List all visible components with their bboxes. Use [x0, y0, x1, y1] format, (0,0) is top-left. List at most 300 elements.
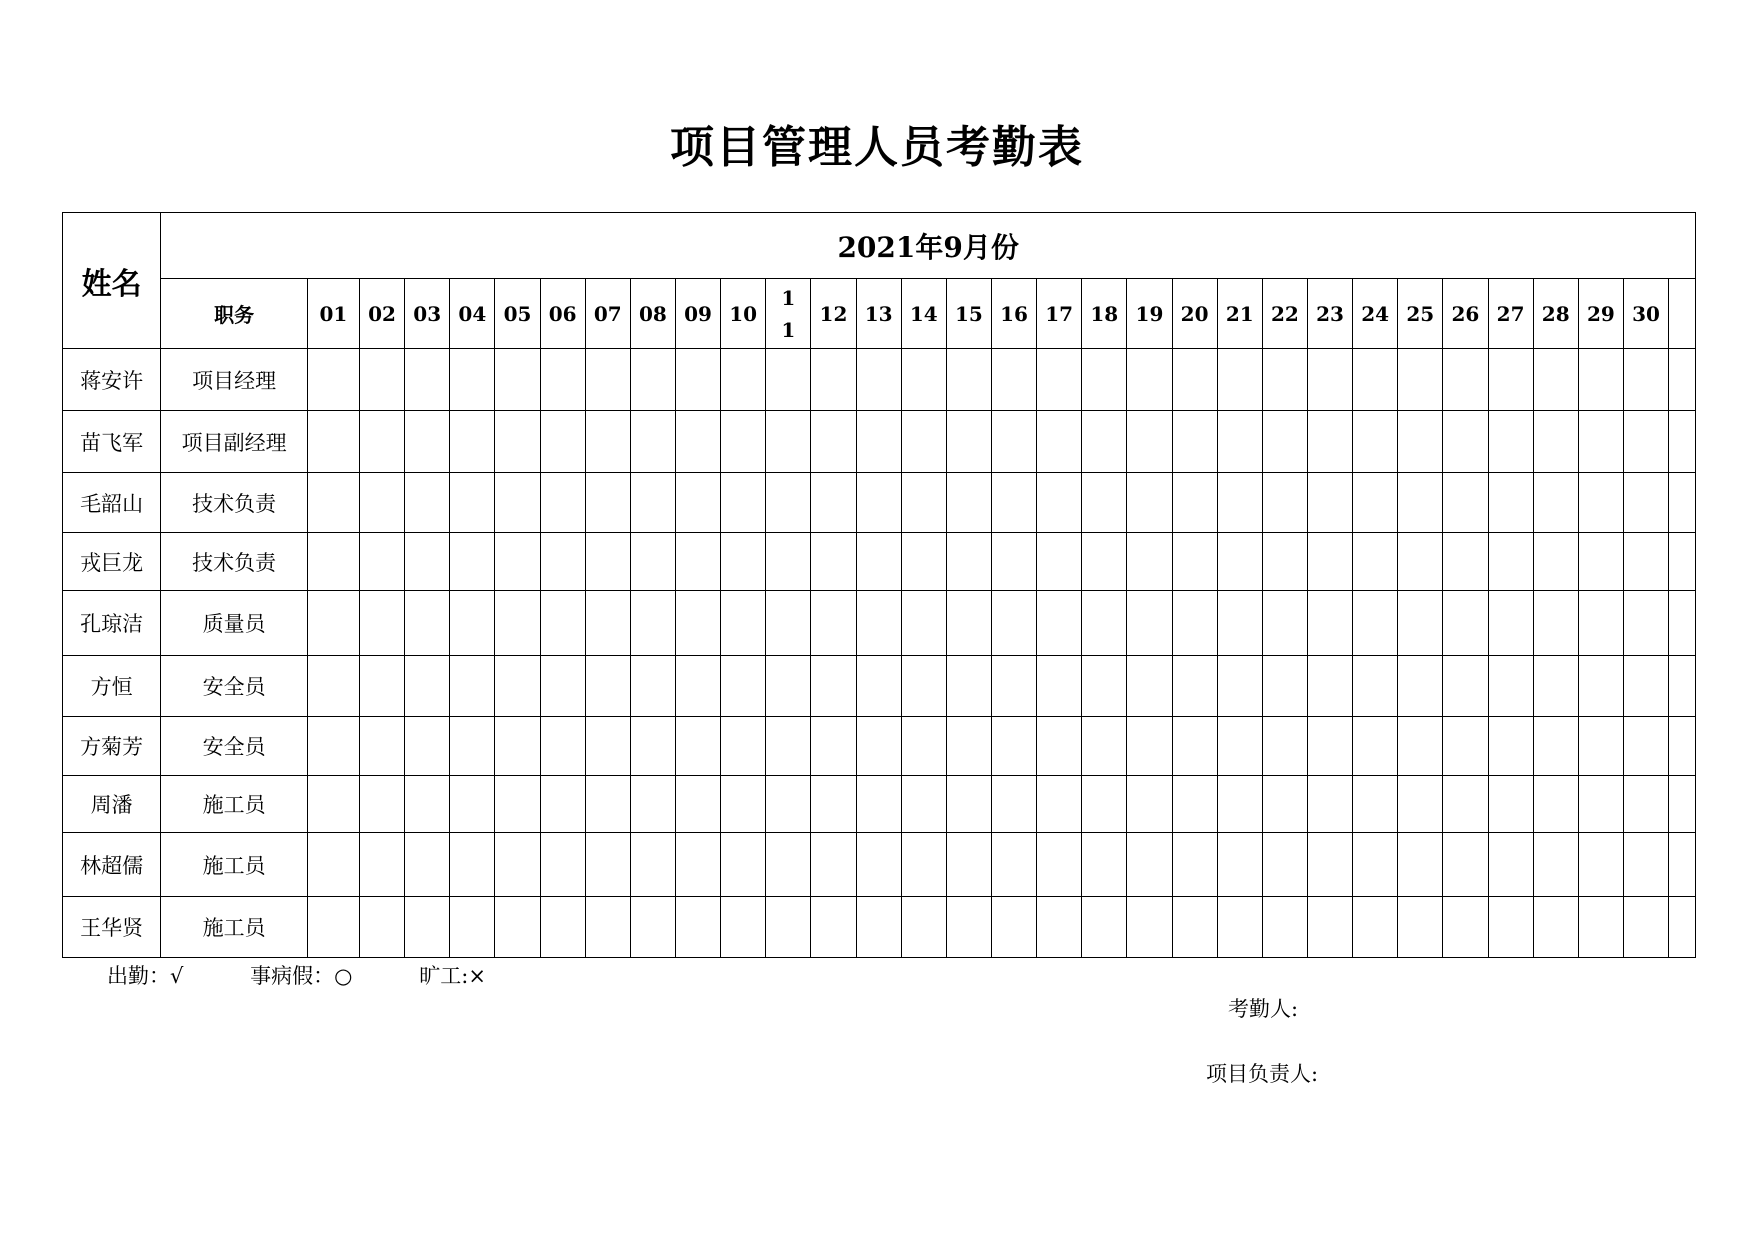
attendance-cell[interactable]: [811, 349, 856, 411]
attendance-cell[interactable]: [540, 897, 585, 958]
attendance-cell[interactable]: [1217, 533, 1262, 591]
attendance-cell[interactable]: [1533, 533, 1578, 591]
attendance-cell[interactable]: [1533, 897, 1578, 958]
attendance-cell[interactable]: [1307, 411, 1352, 473]
attendance-cell[interactable]: [495, 411, 540, 473]
attendance-cell[interactable]: [1533, 833, 1578, 897]
attendance-cell[interactable]: [946, 833, 991, 897]
attendance-cell[interactable]: [307, 776, 359, 833]
attendance-cell[interactable]: [360, 411, 405, 473]
attendance-cell[interactable]: [1037, 897, 1082, 958]
attendance-cell[interactable]: [991, 656, 1036, 717]
attendance-cell[interactable]: [1037, 349, 1082, 411]
attendance-cell[interactable]: [1398, 833, 1443, 897]
attendance-cell[interactable]: [721, 591, 766, 656]
attendance-cell[interactable]: [585, 533, 630, 591]
attendance-cell[interactable]: [856, 717, 901, 776]
attendance-cell[interactable]: [1533, 717, 1578, 776]
attendance-cell[interactable]: [811, 533, 856, 591]
attendance-cell[interactable]: [585, 776, 630, 833]
attendance-cell[interactable]: [360, 833, 405, 897]
attendance-cell[interactable]: [721, 776, 766, 833]
attendance-cell[interactable]: [360, 473, 405, 533]
attendance-cell[interactable]: [1307, 591, 1352, 656]
attendance-cell[interactable]: [1127, 897, 1172, 958]
attendance-cell[interactable]: [360, 776, 405, 833]
attendance-cell[interactable]: [1623, 776, 1668, 833]
attendance-cell[interactable]: [1443, 411, 1488, 473]
attendance-cell[interactable]: [1353, 349, 1398, 411]
attendance-cell[interactable]: [766, 591, 811, 656]
attendance-cell[interactable]: [1623, 473, 1668, 533]
attendance-cell[interactable]: [901, 349, 946, 411]
attendance-cell[interactable]: [1443, 897, 1488, 958]
attendance-cell[interactable]: [1172, 897, 1217, 958]
attendance-cell[interactable]: [307, 897, 359, 958]
attendance-cell[interactable]: [307, 591, 359, 656]
attendance-cell[interactable]: [766, 656, 811, 717]
attendance-cell[interactable]: [1172, 591, 1217, 656]
attendance-cell[interactable]: [1307, 833, 1352, 897]
attendance-cell[interactable]: [1533, 349, 1578, 411]
attendance-cell[interactable]: [1488, 473, 1533, 533]
attendance-cell[interactable]: [946, 897, 991, 958]
attendance-cell[interactable]: [1623, 411, 1668, 473]
attendance-cell[interactable]: [721, 656, 766, 717]
attendance-cell[interactable]: [307, 349, 359, 411]
attendance-cell[interactable]: [585, 833, 630, 897]
attendance-cell[interactable]: [991, 776, 1036, 833]
attendance-cell[interactable]: [360, 717, 405, 776]
attendance-cell[interactable]: [1082, 349, 1127, 411]
attendance-cell[interactable]: [721, 833, 766, 897]
attendance-cell[interactable]: [1669, 411, 1696, 473]
attendance-cell[interactable]: [856, 473, 901, 533]
attendance-cell[interactable]: [991, 411, 1036, 473]
attendance-cell[interactable]: [360, 656, 405, 717]
attendance-cell[interactable]: [856, 656, 901, 717]
attendance-cell[interactable]: [1353, 656, 1398, 717]
attendance-cell[interactable]: [1488, 411, 1533, 473]
attendance-cell[interactable]: [1443, 349, 1488, 411]
attendance-cell[interactable]: [1443, 591, 1488, 656]
attendance-cell[interactable]: [1082, 897, 1127, 958]
attendance-cell[interactable]: [1127, 533, 1172, 591]
attendance-cell[interactable]: [811, 411, 856, 473]
attendance-cell[interactable]: [1669, 473, 1696, 533]
attendance-cell[interactable]: [1488, 717, 1533, 776]
attendance-cell[interactable]: [1217, 473, 1262, 533]
attendance-cell[interactable]: [360, 349, 405, 411]
attendance-cell[interactable]: [1172, 411, 1217, 473]
attendance-cell[interactable]: [360, 533, 405, 591]
attendance-cell[interactable]: [1307, 656, 1352, 717]
attendance-cell[interactable]: [1398, 897, 1443, 958]
attendance-cell[interactable]: [901, 533, 946, 591]
attendance-cell[interactable]: [1217, 897, 1262, 958]
attendance-cell[interactable]: [540, 776, 585, 833]
attendance-cell[interactable]: [1488, 897, 1533, 958]
attendance-cell[interactable]: [1353, 833, 1398, 897]
attendance-cell[interactable]: [721, 717, 766, 776]
attendance-cell[interactable]: [811, 776, 856, 833]
attendance-cell[interactable]: [450, 349, 495, 411]
attendance-cell[interactable]: [766, 349, 811, 411]
attendance-cell[interactable]: [1669, 349, 1696, 411]
attendance-cell[interactable]: [540, 656, 585, 717]
attendance-cell[interactable]: [1578, 533, 1623, 591]
attendance-cell[interactable]: [360, 591, 405, 656]
attendance-cell[interactable]: [307, 533, 359, 591]
attendance-cell[interactable]: [1353, 591, 1398, 656]
attendance-cell[interactable]: [766, 473, 811, 533]
attendance-cell[interactable]: [946, 473, 991, 533]
attendance-cell[interactable]: [1037, 717, 1082, 776]
attendance-cell[interactable]: [901, 411, 946, 473]
attendance-cell[interactable]: [1398, 656, 1443, 717]
attendance-cell[interactable]: [811, 833, 856, 897]
attendance-cell[interactable]: [856, 776, 901, 833]
attendance-cell[interactable]: [1217, 656, 1262, 717]
attendance-cell[interactable]: [1262, 533, 1307, 591]
attendance-cell[interactable]: [1127, 473, 1172, 533]
attendance-cell[interactable]: [1353, 411, 1398, 473]
attendance-cell[interactable]: [766, 411, 811, 473]
attendance-cell[interactable]: [1127, 591, 1172, 656]
attendance-cell[interactable]: [307, 411, 359, 473]
attendance-cell[interactable]: [811, 473, 856, 533]
attendance-cell[interactable]: [1578, 656, 1623, 717]
attendance-cell[interactable]: [766, 833, 811, 897]
attendance-cell[interactable]: [1082, 717, 1127, 776]
attendance-cell[interactable]: [1623, 656, 1668, 717]
attendance-cell[interactable]: [991, 473, 1036, 533]
attendance-cell[interactable]: [766, 776, 811, 833]
attendance-cell[interactable]: [766, 533, 811, 591]
attendance-cell[interactable]: [1578, 717, 1623, 776]
attendance-cell[interactable]: [495, 473, 540, 533]
attendance-cell[interactable]: [405, 717, 450, 776]
attendance-cell[interactable]: [585, 473, 630, 533]
attendance-cell[interactable]: [405, 833, 450, 897]
attendance-cell[interactable]: [766, 897, 811, 958]
attendance-cell[interactable]: [585, 349, 630, 411]
attendance-cell[interactable]: [1398, 411, 1443, 473]
attendance-cell[interactable]: [495, 717, 540, 776]
attendance-cell[interactable]: [1398, 349, 1443, 411]
attendance-cell[interactable]: [675, 533, 720, 591]
attendance-cell[interactable]: [675, 473, 720, 533]
attendance-cell[interactable]: [495, 591, 540, 656]
attendance-cell[interactable]: [1172, 776, 1217, 833]
attendance-cell[interactable]: [495, 833, 540, 897]
attendance-cell[interactable]: [630, 656, 675, 717]
attendance-cell[interactable]: [307, 473, 359, 533]
attendance-cell[interactable]: [1082, 656, 1127, 717]
attendance-cell[interactable]: [901, 776, 946, 833]
attendance-cell[interactable]: [1533, 473, 1578, 533]
attendance-cell[interactable]: [540, 349, 585, 411]
attendance-cell[interactable]: [675, 591, 720, 656]
attendance-cell[interactable]: [630, 473, 675, 533]
attendance-cell[interactable]: [901, 591, 946, 656]
attendance-cell[interactable]: [1217, 776, 1262, 833]
attendance-cell[interactable]: [1578, 897, 1623, 958]
attendance-cell[interactable]: [1669, 897, 1696, 958]
attendance-cell[interactable]: [721, 897, 766, 958]
attendance-cell[interactable]: [1533, 591, 1578, 656]
attendance-cell[interactable]: [1353, 897, 1398, 958]
attendance-cell[interactable]: [1353, 473, 1398, 533]
attendance-cell[interactable]: [495, 533, 540, 591]
attendance-cell[interactable]: [1127, 833, 1172, 897]
attendance-cell[interactable]: [1172, 717, 1217, 776]
attendance-cell[interactable]: [675, 833, 720, 897]
attendance-cell[interactable]: [1127, 349, 1172, 411]
attendance-cell[interactable]: [630, 897, 675, 958]
attendance-cell[interactable]: [1669, 591, 1696, 656]
attendance-cell[interactable]: [1262, 411, 1307, 473]
attendance-cell[interactable]: [1533, 656, 1578, 717]
attendance-cell[interactable]: [856, 411, 901, 473]
attendance-cell[interactable]: [540, 533, 585, 591]
attendance-cell[interactable]: [856, 897, 901, 958]
attendance-cell[interactable]: [1037, 411, 1082, 473]
attendance-cell[interactable]: [405, 656, 450, 717]
attendance-cell[interactable]: [405, 897, 450, 958]
attendance-cell[interactable]: [405, 591, 450, 656]
attendance-cell[interactable]: [1669, 717, 1696, 776]
attendance-cell[interactable]: [1533, 776, 1578, 833]
attendance-cell[interactable]: [307, 717, 359, 776]
attendance-cell[interactable]: [585, 591, 630, 656]
attendance-cell[interactable]: [675, 717, 720, 776]
attendance-cell[interactable]: [585, 411, 630, 473]
attendance-cell[interactable]: [1172, 533, 1217, 591]
attendance-cell[interactable]: [1398, 533, 1443, 591]
attendance-cell[interactable]: [1353, 717, 1398, 776]
attendance-cell[interactable]: [946, 349, 991, 411]
attendance-cell[interactable]: [1037, 591, 1082, 656]
attendance-cell[interactable]: [405, 533, 450, 591]
attendance-cell[interactable]: [495, 776, 540, 833]
attendance-cell[interactable]: [495, 349, 540, 411]
attendance-cell[interactable]: [721, 349, 766, 411]
attendance-cell[interactable]: [1398, 717, 1443, 776]
attendance-cell[interactable]: [991, 833, 1036, 897]
attendance-cell[interactable]: [1307, 776, 1352, 833]
attendance-cell[interactable]: [1578, 473, 1623, 533]
attendance-cell[interactable]: [630, 411, 675, 473]
attendance-cell[interactable]: [1398, 473, 1443, 533]
attendance-cell[interactable]: [1037, 473, 1082, 533]
attendance-cell[interactable]: [1217, 591, 1262, 656]
attendance-cell[interactable]: [1307, 717, 1352, 776]
attendance-cell[interactable]: [540, 717, 585, 776]
attendance-cell[interactable]: [1443, 776, 1488, 833]
attendance-cell[interactable]: [495, 656, 540, 717]
attendance-cell[interactable]: [901, 833, 946, 897]
attendance-cell[interactable]: [811, 656, 856, 717]
attendance-cell[interactable]: [540, 473, 585, 533]
attendance-cell[interactable]: [307, 833, 359, 897]
attendance-cell[interactable]: [450, 717, 495, 776]
attendance-cell[interactable]: [1037, 776, 1082, 833]
attendance-cell[interactable]: [901, 897, 946, 958]
attendance-cell[interactable]: [901, 473, 946, 533]
attendance-cell[interactable]: [405, 776, 450, 833]
attendance-cell[interactable]: [1353, 776, 1398, 833]
attendance-cell[interactable]: [856, 533, 901, 591]
attendance-cell[interactable]: [946, 591, 991, 656]
attendance-cell[interactable]: [1578, 591, 1623, 656]
attendance-cell[interactable]: [1488, 656, 1533, 717]
attendance-cell[interactable]: [1172, 833, 1217, 897]
attendance-cell[interactable]: [766, 717, 811, 776]
attendance-cell[interactable]: [1488, 833, 1533, 897]
attendance-cell[interactable]: [540, 411, 585, 473]
attendance-cell[interactable]: [1669, 833, 1696, 897]
attendance-cell[interactable]: [1623, 591, 1668, 656]
attendance-cell[interactable]: [946, 776, 991, 833]
attendance-cell[interactable]: [1443, 656, 1488, 717]
attendance-cell[interactable]: [991, 717, 1036, 776]
attendance-cell[interactable]: [1533, 411, 1578, 473]
attendance-cell[interactable]: [856, 591, 901, 656]
attendance-cell[interactable]: [630, 591, 675, 656]
attendance-cell[interactable]: [1443, 533, 1488, 591]
attendance-cell[interactable]: [450, 533, 495, 591]
attendance-cell[interactable]: [540, 833, 585, 897]
attendance-cell[interactable]: [675, 897, 720, 958]
attendance-cell[interactable]: [1262, 897, 1307, 958]
attendance-cell[interactable]: [856, 349, 901, 411]
attendance-cell[interactable]: [1488, 591, 1533, 656]
attendance-cell[interactable]: [630, 533, 675, 591]
attendance-cell[interactable]: [1262, 473, 1307, 533]
attendance-cell[interactable]: [1488, 349, 1533, 411]
attendance-cell[interactable]: [585, 656, 630, 717]
attendance-cell[interactable]: [675, 656, 720, 717]
attendance-cell[interactable]: [721, 533, 766, 591]
attendance-cell[interactable]: [450, 833, 495, 897]
attendance-cell[interactable]: [946, 717, 991, 776]
attendance-cell[interactable]: [1082, 411, 1127, 473]
attendance-cell[interactable]: [630, 349, 675, 411]
attendance-cell[interactable]: [946, 411, 991, 473]
attendance-cell[interactable]: [1217, 411, 1262, 473]
attendance-cell[interactable]: [630, 717, 675, 776]
attendance-cell[interactable]: [1262, 349, 1307, 411]
attendance-cell[interactable]: [675, 411, 720, 473]
attendance-cell[interactable]: [450, 473, 495, 533]
attendance-cell[interactable]: [1623, 349, 1668, 411]
attendance-cell[interactable]: [1623, 897, 1668, 958]
attendance-cell[interactable]: [1037, 656, 1082, 717]
attendance-cell[interactable]: [405, 411, 450, 473]
attendance-cell[interactable]: [901, 656, 946, 717]
attendance-cell[interactable]: [1262, 591, 1307, 656]
attendance-cell[interactable]: [405, 473, 450, 533]
attendance-cell[interactable]: [1037, 833, 1082, 897]
attendance-cell[interactable]: [991, 897, 1036, 958]
attendance-cell[interactable]: [585, 717, 630, 776]
attendance-cell[interactable]: [450, 897, 495, 958]
attendance-cell[interactable]: [1127, 411, 1172, 473]
attendance-cell[interactable]: [991, 349, 1036, 411]
attendance-cell[interactable]: [450, 656, 495, 717]
attendance-cell[interactable]: [495, 897, 540, 958]
attendance-cell[interactable]: [1172, 473, 1217, 533]
attendance-cell[interactable]: [1669, 656, 1696, 717]
attendance-cell[interactable]: [1623, 717, 1668, 776]
attendance-cell[interactable]: [585, 897, 630, 958]
attendance-cell[interactable]: [1443, 717, 1488, 776]
attendance-cell[interactable]: [1623, 833, 1668, 897]
attendance-cell[interactable]: [1082, 833, 1127, 897]
attendance-cell[interactable]: [1488, 533, 1533, 591]
attendance-cell[interactable]: [675, 776, 720, 833]
attendance-cell[interactable]: [946, 656, 991, 717]
attendance-cell[interactable]: [1172, 656, 1217, 717]
attendance-cell[interactable]: [1398, 776, 1443, 833]
attendance-cell[interactable]: [1578, 776, 1623, 833]
attendance-cell[interactable]: [1307, 533, 1352, 591]
attendance-cell[interactable]: [1578, 411, 1623, 473]
attendance-cell[interactable]: [721, 473, 766, 533]
attendance-cell[interactable]: [1217, 349, 1262, 411]
attendance-cell[interactable]: [1262, 717, 1307, 776]
attendance-cell[interactable]: [1082, 776, 1127, 833]
attendance-cell[interactable]: [1307, 349, 1352, 411]
attendance-cell[interactable]: [1127, 656, 1172, 717]
attendance-cell[interactable]: [1669, 776, 1696, 833]
attendance-cell[interactable]: [1127, 776, 1172, 833]
attendance-cell[interactable]: [450, 591, 495, 656]
attendance-cell[interactable]: [1669, 533, 1696, 591]
attendance-cell[interactable]: [856, 833, 901, 897]
attendance-cell[interactable]: [1578, 349, 1623, 411]
attendance-cell[interactable]: [1307, 473, 1352, 533]
attendance-cell[interactable]: [1262, 776, 1307, 833]
attendance-cell[interactable]: [450, 776, 495, 833]
attendance-cell[interactable]: [991, 591, 1036, 656]
attendance-cell[interactable]: [1578, 833, 1623, 897]
attendance-cell[interactable]: [1082, 533, 1127, 591]
attendance-cell[interactable]: [721, 411, 766, 473]
attendance-cell[interactable]: [1398, 591, 1443, 656]
attendance-cell[interactable]: [1127, 717, 1172, 776]
attendance-cell[interactable]: [1307, 897, 1352, 958]
attendance-cell[interactable]: [1623, 533, 1668, 591]
attendance-cell[interactable]: [675, 349, 720, 411]
attendance-cell[interactable]: [811, 717, 856, 776]
attendance-cell[interactable]: [1217, 717, 1262, 776]
attendance-cell[interactable]: [1217, 833, 1262, 897]
attendance-cell[interactable]: [1172, 349, 1217, 411]
attendance-cell[interactable]: [1443, 833, 1488, 897]
attendance-cell[interactable]: [307, 656, 359, 717]
attendance-cell[interactable]: [405, 349, 450, 411]
attendance-cell[interactable]: [946, 533, 991, 591]
attendance-cell[interactable]: [1488, 776, 1533, 833]
attendance-cell[interactable]: [1082, 473, 1127, 533]
attendance-cell[interactable]: [811, 591, 856, 656]
attendance-cell[interactable]: [991, 533, 1036, 591]
attendance-cell[interactable]: [630, 776, 675, 833]
attendance-cell[interactable]: [630, 833, 675, 897]
attendance-cell[interactable]: [1443, 473, 1488, 533]
